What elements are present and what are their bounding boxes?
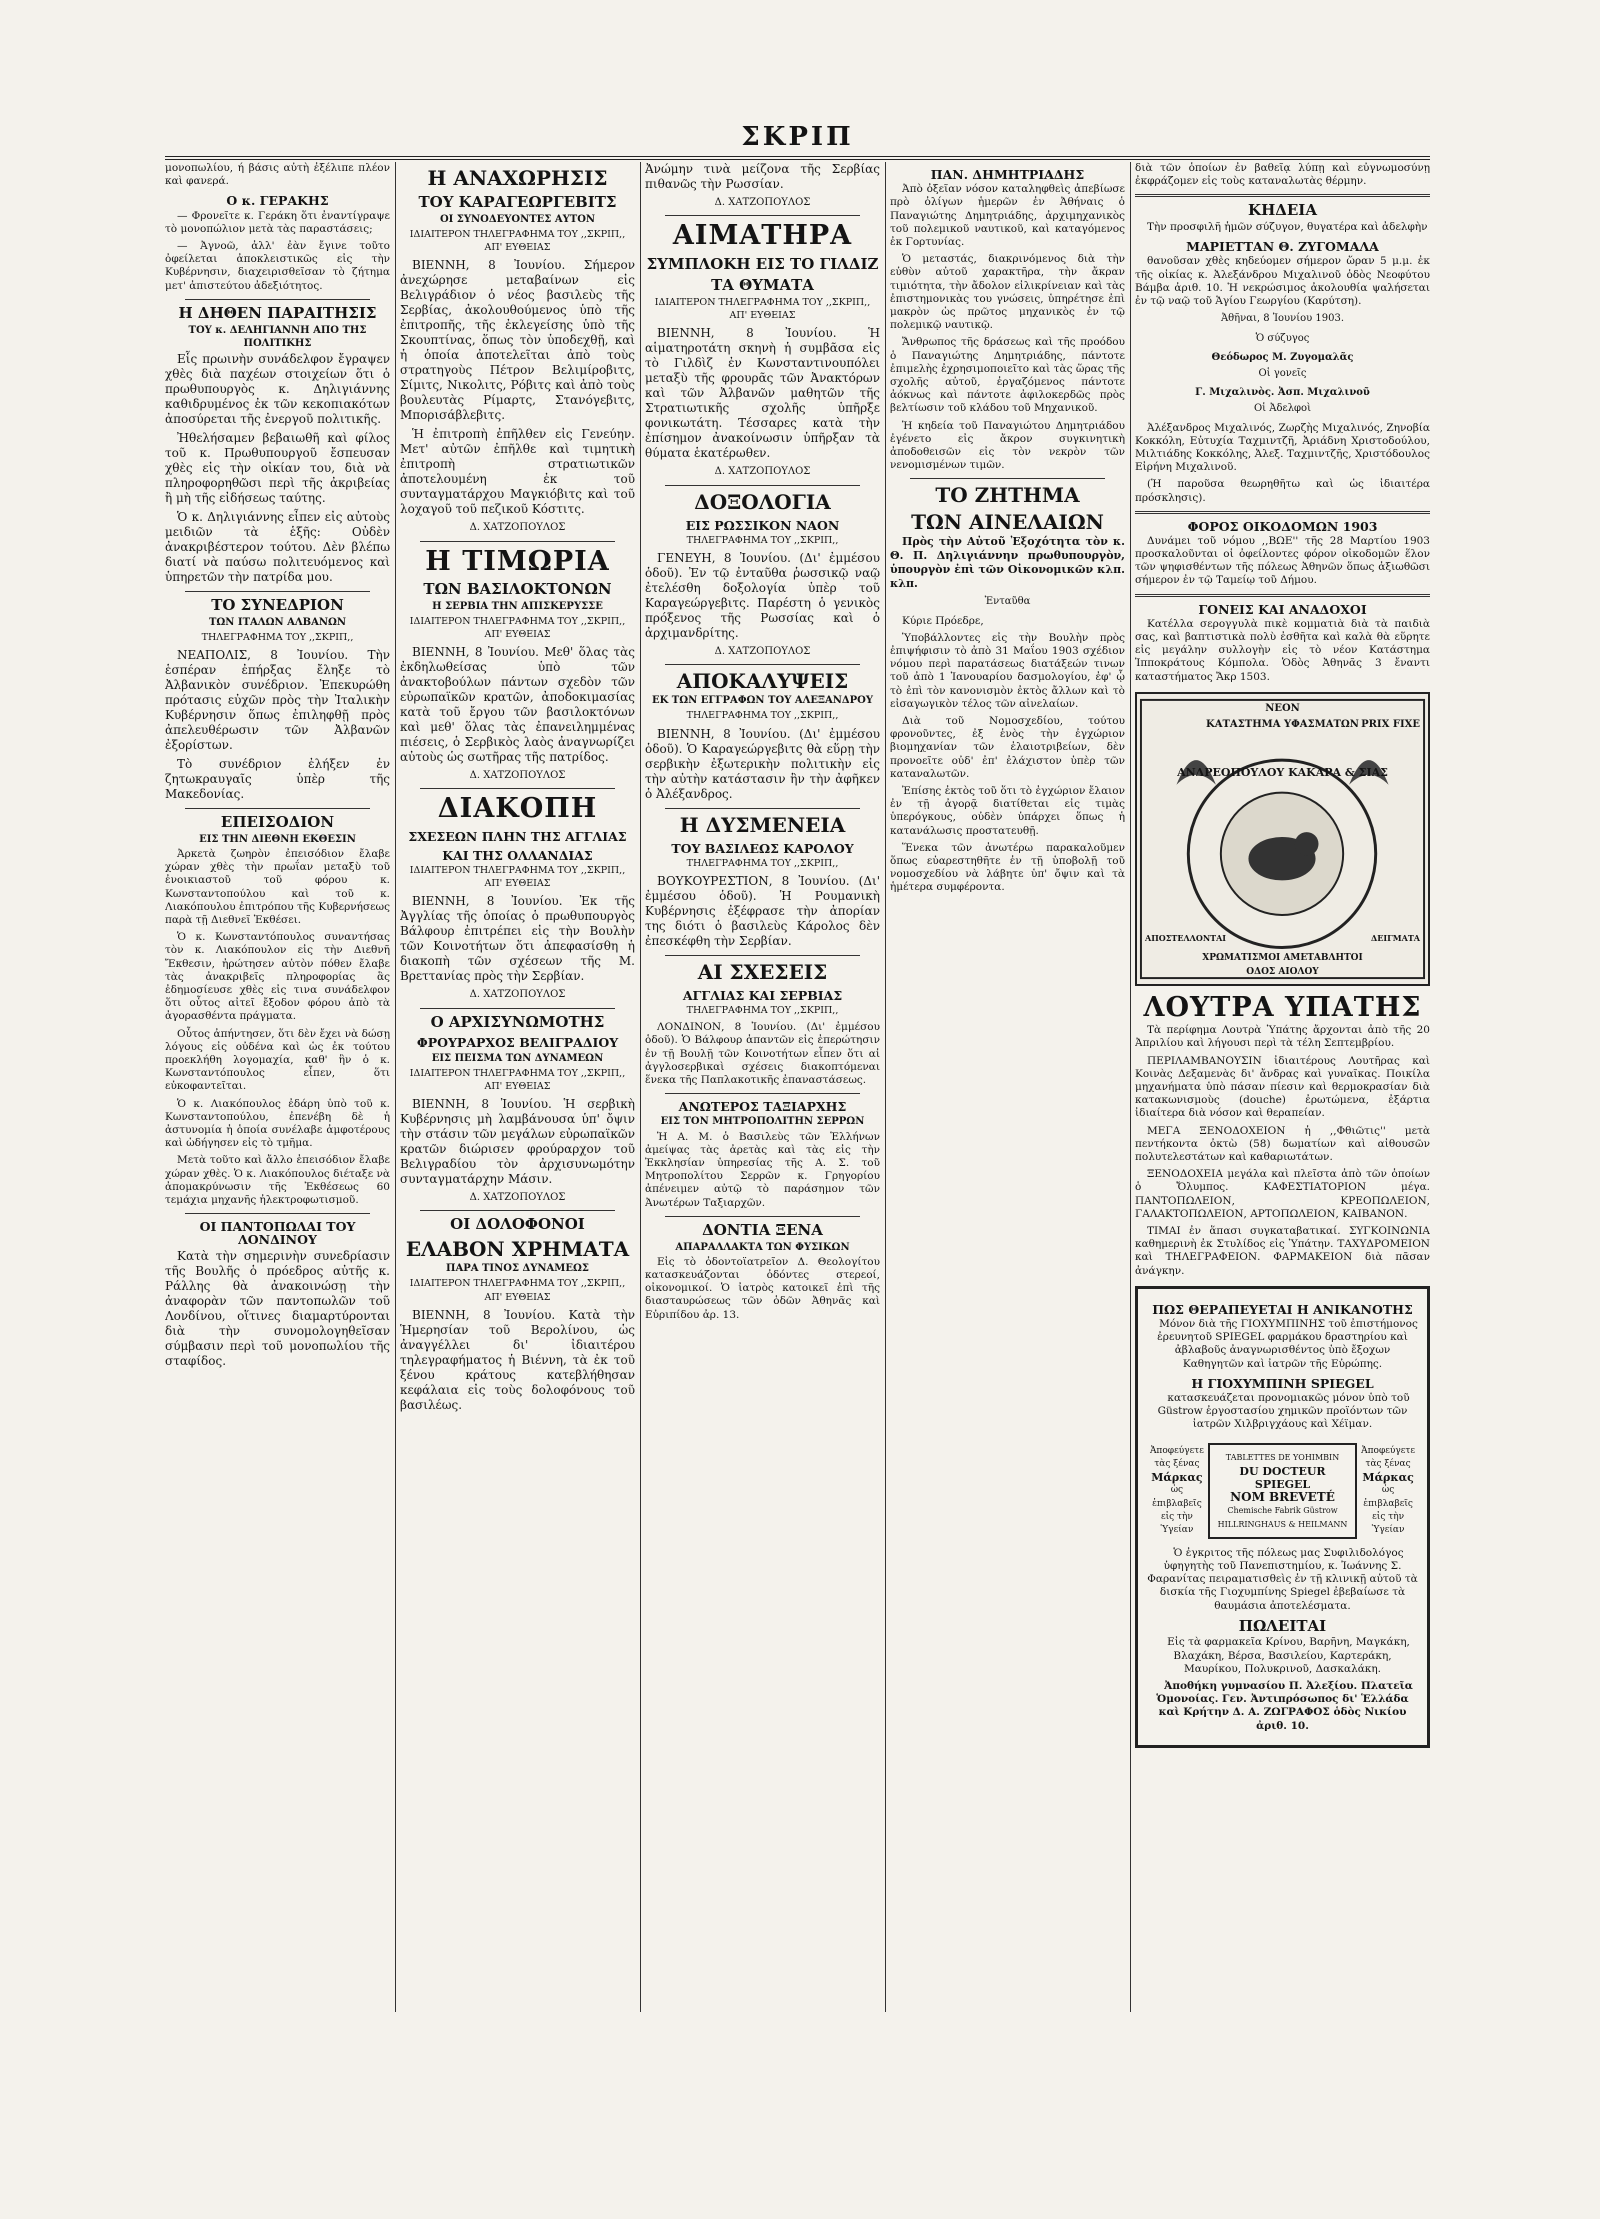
article-text: Οὗτος ἀπήντησεν, ὅτι δὲν ἔχει νὰ δώσῃ λόγους εἰς οὐδένα καὶ ὡς ἐκ τούτου προεκλήθη λογομαχία, καθ' ἣν ὁ κ. Κωνσταντόπουλος εἶπεν, ὅτι εὐκοφαντεῖται.	[165, 1027, 390, 1093]
column-1	[165, 162, 390, 2012]
divider	[420, 1008, 615, 1009]
column-rule	[1130, 162, 1131, 2012]
subheadline: ΕΙΣ ΤΟΝ ΜΗΤΡΟΠΟΛΙΤΗΝ ΣΕΡΡΩΝ	[660, 1116, 865, 1128]
divider	[185, 591, 370, 592]
ad-arc-label: ΚΑΤΑΣΤΗΜΑ ΥΦΑΣΜΑΤΩΝ	[1206, 718, 1359, 730]
article-text: Ἡ ἐπιτροπὴ ἐπῆλθεν εἰς Γενεύην. Μετ' αὐτῶν ἐπῆλθε καὶ τιμητικὴ ἐπιτροπὴ στρατιωτικῶν ἀποτελουμένη ἐκ τοῦ συνταγματάρχου Μαγκιόβιτς καὶ τοῦ λοχαγοῦ τοῦ πεζικοῦ Κόστιτς.	[400, 427, 635, 517]
siblings-label: Οἱ Ἀδελφοὶ	[1253, 403, 1311, 415]
divider	[665, 1216, 860, 1217]
article-text: Διὰ τοῦ Νομοσχεδίου, τούτου φρονοῦντες, ἐξ ἑνὸς τὴν ἐγχώριον βιομηχανίαν τῶν ἐλαιοτριβείων, δὲν προνοεῖτε οὐδ' ἐπ' ἐλάχιστον ὑπὲρ τῶν καταναλωτῶν.	[890, 715, 1125, 780]
article-text: Τὸ συνέδριον ἐλήξεν ἐν ζητωκραυγαῖς ὑπὲρ τῆς Μακεδονίας.	[165, 757, 390, 802]
divider	[665, 955, 860, 956]
article-text: ΒΙΕΝΝΗ, 8 Ἰουνίου. Ἐκ τῆς Ἀγγλίας τῆς ὁποίας ὁ πρωθυπουργὸς Βάλφουρ ἐπιτρέπει εἰς τὴν Βουλὴν τῶν Κοινοτήτων ὅτι ἀπεφασίσθη ἡ διακοπὴ τῶν σχέσεων τῆς Μ. Βρεττανίας πρὸς τὴν Σερβίαν.	[400, 894, 635, 984]
headline-karageorgevits: ΤΟΥ ΚΑΡΑΓΕΩΡΓΕΒΙΤΣ	[418, 193, 617, 211]
headline-diakopi: ΔΙΑΚΟΠΗ	[437, 793, 598, 825]
article-text: Πρὸς τὴν Αὐτοῦ Ἐξοχότητα τὸν κ. Θ. Π. Δηλιγιάννην πρωθυπουργὸν, ὑπουργὸν ἐπὶ τῶν Οἰκονομικῶν κλπ. κλπ.	[890, 535, 1125, 591]
column-4	[890, 162, 1125, 2012]
subheadline: ΚΑΙ ΤΗΣ ΟΛΛΑΝΔΙΑΣ	[442, 847, 593, 863]
article-text: Ὑποβάλλοντες εἰς τὴν Βουλὴν πρὸς ἐπιψήφισιν τὸ ἀπὸ 31 Μαΐου 1903 σχέδιον νόμου περὶ παρατάσεως διατάξεών τινων τοῦ ἀπὸ 1 Ἰανουαρίου δασμολογίου, ἐφ' ᾧ τὸ ἐπὶ τὸν κανονισμὸν ἐκτὸς ἄλλων καὶ τὸ εἰσαγωγικὸν τέλος τῶν αἰνελαίων.	[890, 631, 1125, 710]
headline-dysmeneia: Η ΔΥΣΜΕΝΕΙΑ	[679, 812, 846, 837]
ad-top-label: ΝΕΟΝ	[1265, 702, 1300, 714]
ad-right-label: ΔΕΙΓΜΑΤΑ	[1371, 932, 1420, 943]
article-text: Ἀπὸ ὀξεῖαν νόσον καταληφθεὶς ἀπεβίωσε πρὸ ὀλίγων ἡμερῶν ἐν Ἀθήναις ὁ Παναγιώτης Δημητριάδης, ἀρχιμηχανικὸς τοῦ πολεμικοῦ ναυτικοῦ, καὶ καταγόμενος ἐκ Γορτυνίας.	[890, 183, 1125, 248]
article-text: ΠΕΡΙΛΑΜΒΑΝΟΥΣΙΝ ἰδιαιτέρους Λουτῆρας καὶ Κοινὰς Δεξαμενὰς δι' ἄνδρας καὶ γυναῖκας. Ποικίλα μηχανήματα ὑπὸ πάσαν πίεσιν καὶ θερμοκρασίαν διὰ κατακωνισμοὺς (douche) ἐρωτώμενα, ἐξάρτια ἰδιαίτερα διὰ νόσον καὶ θεραπείαν.	[1135, 1054, 1430, 1120]
telegram-label: ΤΗΛΕΓΡΑΦΗΜΑ ΤΟΥ ,,ΣΚΡΙΠ,,	[686, 857, 839, 869]
ad-street-label: ΟΔΟΣ ΑΙΟΛΟΥ	[1246, 966, 1319, 977]
salutation: Κύριε Πρόεδρε,	[902, 614, 984, 627]
article-text: ΛΟΝΔΙΝΟΝ, 8 Ἰουνίου. (Δι' ἐμμέσου ὁδοῦ). Ὁ Βάλφουρ ἀπαντῶν εἰς ἐπερώτησιν ἐν τῇ Βουλῇ τῶν Κοινοτήτων εἶπεν ὅτι αἱ ἀγγλοσερβικαὶ σχέσεις διακοπτόμεναι ἕνεκα τῆς Παπλακοτικῆς ἐπαναστάσεως.	[645, 1021, 880, 1087]
article-text: κατασκευάζεται προνομιακῶς μόνον ὑπὸ τοῦ Güstrow ἐργοστασίου χημικῶν προϊόντων τῶν ἰατρῶν Χιλβριγχάους καὶ Χέϊμαν.	[1157, 1391, 1410, 1431]
masthead-title: ΣΚΡΙΠ	[741, 122, 854, 152]
advertisement-yohimbin	[1135, 1286, 1430, 1748]
article-text: — Ἀγνοῶ, ἀλλ' ἐὰν ἔγινε τοῦτο ὀφείλεται ἀποκλειστικῶς εἰς τὴν Κυβέρνησιν, διαχειρισθεῖσαν τὸ ζήτημα μετ' ἀπιστεύτου ἀδεξιότητος.	[165, 239, 390, 292]
warning-line: ὡς ἐπιβλαβεῖς	[1363, 1485, 1413, 1509]
signature: Δ. ΧΑΤΖΟΠΟΥΛΟΣ	[714, 197, 811, 208]
plate-line: Chemische Fabrik Güstrow	[1227, 1506, 1338, 1516]
signature: Δ. ΧΑΤΖΟΠΟΥΛΟΣ	[469, 522, 566, 534]
article-text: Ἀνώμην τινὰ μείζονα τῆς Σερβίας πιθανῶς τὴν Ρωσσίαν.	[645, 162, 880, 191]
warning-line: Ἀποφεύγετε	[1149, 1445, 1204, 1456]
article-text: ΒΙΕΝΝΗ, 8 Ἰουνίου. Μεθ' ὅλας τὰς ἐκδηλωθείσας ὑπὸ τῶν ἀνακτοβούλων πάντων σχεδὸν τῶν εὐρωπαϊκῶν κρατῶν, ἀποδοκιμασίας κατὰ τοῦ ἔργου τῶν βασιλοκτόνων καὶ μεθ' ὅλας τὰς ἐπανειλημμένας πιέσεις, ὁ Σερβικὸς λαὸς ἀναγνωρίζει αὐτοὺς ὡς σωτῆρας τῆς πατρίδος.	[400, 645, 635, 765]
column-3	[645, 162, 880, 2012]
divider	[665, 664, 860, 665]
article-text: μονοπωλίου, ή βάσις αὐτὴ ἐξέλιπε πλέον καὶ φανερά.	[165, 162, 390, 188]
column-rule	[395, 162, 396, 2012]
divider	[665, 215, 860, 216]
divider	[910, 478, 1105, 479]
subheadline: ΑΓΓΛΙΑΣ ΚΑΙ ΣΕΡΒΙΑΣ	[682, 987, 843, 1003]
divider	[1135, 511, 1430, 514]
parents-names: Γ. Μιχαλινὸς. Ἀσπ. Μιχαλινοῦ	[1195, 387, 1370, 399]
article-text: Δυνάμει τοῦ νόμου ,,ΒΩΕ'' τῆς 28 Μαρτίου 1903 προσκαλοῦνται οἱ ὀφείλοντες φόρον οἰκοδομῶν ἕλον τῶν ψηφισθέντων τῆς πόλεως Ἀθηνῶν ὅπως ἀξιωθῶσι σήμερον ἐν τῷ Ταμείῳ τοῦ Δήμου.	[1135, 534, 1430, 587]
article-text: Ὁ κ. Κωνσταντόπουλος συναντήσας τὸν κ. Λιακόπουλον εἰς τὴν Διεθνῆ Ἔκθεσιν, ἠρώτησεν αὐτὸν πόθεν ἔλαβε τὰς ἀνακριβεῖς πληροφορίας ἃς ἐδημοσίευσε χθὲς εἰς τινα συνάδελφον ὅτι οὗτος αἰτεῖ ἔξοδον φόρου ἀπὸ τὰ ἀγορασθέντα πράγματα.	[165, 931, 390, 1023]
headline-doxologia: ΔΟΞΟΛΟΓΙΑ	[694, 489, 831, 514]
ad-prix-label: PRIX FIXE	[1361, 718, 1420, 730]
divider	[665, 485, 860, 486]
subheadline: ΤΟΥ ΒΑΣΙΛΕΩΣ ΚΑΡΟΛΟΥ	[671, 840, 854, 856]
headline-paraitisis: Η ΔΗΘΕΝ ΠΑΡΑΙΤΗΣΙΣ	[178, 303, 377, 322]
divider	[420, 1210, 615, 1211]
warning-line: Μάρκας	[1362, 1471, 1414, 1485]
article-text: θανοῦσαν χθὲς κηδεύομεν σήμερον ὥραν 5 μ.μ. ἐκ τῆς οἰκίας κ. Ἀλεξάνδρου Μιχαλινοῦ ὁδὸς Νεοφύτου Βάμβα ἀριθ. 10. Ἡ νεκρώσιμος ἀκολουθία ψαλήσεται ἐν τῷ ναῷ τοῦ Ἁγίου Γεωργίου (Καρύτση).	[1135, 255, 1430, 308]
column-rule	[640, 162, 641, 2012]
article-text: Ἡ κηδεία τοῦ Παναγιώτου Δημητριάδου ἐγένετο εἰς ἄκρον συγκινητικὴ ἀποδοθεισῶν εἰς τὸν νεκρὸν τῶν νενομισμένων τιμῶν.	[890, 419, 1125, 472]
article-text: ΒΙΕΝΝΗ, 8 Ἰουνίου. Ἡ σερβικὴ Κυβέρνησις μὴ λαμβάνουσα ὑπ' ὄψιν τὴν στάσιν τῶν μεγάλων εὐρωπαϊκῶν κρατῶν διώρισεν φρούραρχον τοῦ Βελιγραδίου τὸν ἀρχισυνωμότην συνταγματάρχην Μάσιν.	[400, 1097, 635, 1187]
article-text: ΒΙΕΝΝΗ, 8 Ἰουνίου. (Δι' ἐμμέσου ὁδοῦ). Ὁ Καραγεώργεβιτς θὰ εὕρῃ τὴν σερβικὴν ἐξωτερικὴν πολιτικὴν εἰς τὴν αὐτὴν κατάστασιν ἣν τὴν ἀφῆκεν ὁ Ἀλέξανδρος.	[645, 726, 880, 801]
date-line: Ἀθῆναι, 8 Ἰουνίου 1903.	[1220, 313, 1345, 325]
subheadline: ΣΧΕΣΕΩΝ ΠΛΗΝ ΤΗΣ ΑΓΓΛΙΑΣ	[408, 828, 627, 844]
article-text: Μετὰ τοῦτο καὶ ἄλλο ἐπεισόδιον ἔλαβε χώραν χθὲς. Ὁ κ. Λιακόπουλος διέταξε νὰ ἀπομακρύνωσιν τῆς Ἐκθέσεως 60 τεμάχια μηχανῆς ἠλεκτροφωτισμοῦ.	[165, 1154, 390, 1207]
siblings-names: Ἀλέξανδρος Μιχαλινός, Ζωρζὴς Μιχαλινός, Ζηνοβία Κοκκόλη, Εὐτυχία Ταχμιντζῆ, Ἀριάδνη Χριστοδούλου, Μιλτιάδης Κοκκόλης, Ἀλεξ. Ταχμιντζῆς, Χριστόδουλος Εἰρήνη Μιχαλινοῦ.	[1135, 421, 1430, 474]
article-text: ΒΙΕΝΝΗ, 8 Ἰουνίου. Κατὰ τὴν Ἡμερησίαν τοῦ Βερολίνου, ὡς ἀναγγέλλει δι' ἰδιαιτέρου τηλεγραφήματος ἡ Βιέννη, τὰ ἐκ τοῦ ξένου κράτους κατεβλήθησαν κεφάλαια εἰς τοὺς δολοφόνους τοῦ βασιλέως.	[400, 1307, 635, 1412]
note: (Ἡ παροῦσα θεωρηθῆτω καὶ ὡς ἰδιαιτέρα πρόσκλησις).	[1135, 478, 1430, 504]
headline-apokalypseis: ΑΠΟΚΑΛΥΨΕΙΣ	[676, 669, 849, 694]
article-text: ΒΙΕΝΝΗ, 8 Ἰουνίου. Ἡ αἱματηροτάτη σκηνὴ ἡ συμβᾶσα εἰς τὸ Γιλδὶζ ἐν Κωνσταντινουπόλει μεταξὺ τῆς φρουρᾶς τῶν Ἀνακτόρων καὶ τῶν Ἀλβανῶν μαθητῶν τῆς Στρατιωτικῆς σχολῆς ὑπῆρξε φονικωτάτη. Τέσσαρες κατὰ τὴν ἐπίσημον ἀνακοίνωσιν ὑπῆρξαν τὰ θύματα ἑκατέρωθεν.	[645, 326, 880, 461]
article-text: ΤΙΜΑΙ ἐν ἅπασι συγκαταβατικαί. ΣΥΓΚΟΙΝΩΝΙΑ καθημερινὴ ἐκ Στυλίδος εἰς Ὑπάτην. ΤΑΧΥΔΡΟΜΕΙΟΝ καὶ ΤΗΛΕΓΡΑΦΕΙΟΝ. ΦΑΡΜΑΚΕΙΟΝ διὰ πᾶσαν ἀνάγκην.	[1135, 1225, 1430, 1277]
subheadline: ΕΙΣ ΡΩΣΣΙΚΟΝ ΝΑΟΝ	[685, 517, 840, 533]
subheadline: ΕΙΣ ΤΗΝ ΔΙΕΘΝΗ ΕΚΘΕΣΙΝ	[199, 833, 356, 845]
subheadline: ΤΑ ΘΥΜΑΤΑ	[711, 276, 814, 295]
headline-zitima: ΤΟ ΖΗΤΗΜΑ	[935, 483, 1080, 508]
subheadline: ΟΙ ΣΥΝΟΔΕΥΟΝΤΕΣ ΑΥΤΟΝ	[439, 213, 596, 225]
subheadline: Η ΓΙΟΧΥΜΠΙΝΗ SPIEGEL	[1191, 1375, 1374, 1391]
subheadline: ΕΙΣ ΠΕΙΣΜΑ ΤΩΝ ΔΥΝΑΜΕΩΝ	[431, 1052, 604, 1064]
article-text: ΝΕΑΠΟΛΙΣ, 8 Ἰουνίου. Τὴν ἑσπέραν ἐπήρξας ἔληξε τὸ Ἀλβανικὸν συνέδριον. Ἐπεκυρώθη πρότασις εὐχῶν πρὸς τὴν Ἰταλικὴν Κυβέρνησιν ὅπως ἐπιληφθῇ πρὸς ἀπελευθέρωσιν τῶν Ἀλβανῶν ἐξορίστων.	[165, 648, 390, 753]
divider	[1135, 594, 1430, 597]
headline-epeisodion: ΕΠΕΙΣΟΔΙΟΝ	[220, 813, 335, 832]
article-text: Ἕνεκα τῶν ἀνωτέρω παρακαλοῦμεν ὅπως εὐαρεστηθῆτε ἐν τῇ ὑποβολῇ τοῦ νομοσχεδίου νὰ λάβητε ὑπ' ὄψιν καὶ τὰ ἡμέτερα συμφέροντα.	[890, 841, 1125, 894]
article-text: Ἄνθρωπος τῆς δράσεως καὶ τῆς προόδου ὁ Παναγιώτης Δημητριάδης, πάντοτε ἐπιμελὴς ἐχρησιμοποιεῖτο καὶ τὰς ὥρας τῆς σχολῆς αὐτοῦ, ἐργαζόμενος πάντοτε ἀόκνως καὶ πάντοτε ἀφιλοκερδῶς πρὸς βελτίωσιν τοῦ κλάδου τοῦ Μηχανικοῦ.	[890, 336, 1125, 415]
telegram-label: ΙΔΙΑΙΤΕΡΟΝ ΤΗΛΕΓΡΑΦΗΜΑ ΤΟΥ ,,ΣΚΡΙΠ,, ΑΠ' ΕΥΘΕΙΑΣ	[409, 228, 626, 254]
divider	[1135, 194, 1430, 197]
city-label: Ἐνταῦθα	[984, 596, 1031, 608]
product-label	[1208, 1443, 1357, 1538]
product-row	[1146, 1435, 1419, 1546]
warning-line: τὰς ξένας	[1154, 1459, 1200, 1470]
divider	[665, 808, 860, 809]
divider	[665, 1093, 860, 1094]
subheadline: ΠΑΡΑ ΤΙΝΟΣ ΔΥΝΑΜΕΩΣ	[446, 1263, 589, 1275]
subheadline: ΕΛΑΒΟΝ ΧΡΗΜΑΤΑ	[405, 1237, 630, 1262]
telegram-label: ΙΔΙΑΙΤΕΡΟΝ ΤΗΛΕΓΡΑΦΗΜΑ ΤΟΥ ,,ΣΚΡΙΠ,, ΑΠ' ΕΥΘΕΙΑΣ	[409, 615, 626, 641]
headline-synedrion: ΤΟ ΣΥΝΕΔΡΙΟΝ	[211, 595, 344, 614]
headline-pantopolai: ΟΙ ΠΑΝΤΟΠΩΛΑΙ ΤΟΥ ΛΟΝΔΙΝΟΥ	[199, 1219, 356, 1248]
plate-line: DU DOCTEUR SPIEGEL	[1239, 1464, 1326, 1491]
column-2	[400, 162, 635, 2012]
spouse-label: Ὁ σύζυγος	[1255, 332, 1310, 344]
divider	[420, 788, 615, 789]
headline-vasiloktonon: ΤΩΝ ΒΑΣΙΛΟΚΤΟΝΩΝ	[423, 579, 612, 598]
article-text: ΜΕΓΑ ΞΕΝΟΔΟΧΕΙΟΝ ἡ ,,Φθιῶτις'' μετὰ πεντήκοντα ὀκτὼ (58) δωματίων καὶ αἰθουσῶν πολυτελεστάτων καὶ καθαριωτάτων.	[1135, 1124, 1430, 1163]
headline-kideia: ΚΗΔΕΙΑ	[1248, 201, 1317, 220]
article-text: Μόνον διὰ τῆς ΓΙΟΧΥΜΠΙΝΗΣ τοῦ ἐπιστήμονος ἐρευνητοῦ SPIEGEL φαρμάκου δραστηρίου καὶ ἀβλαβοῦς ἀναγνωρισθέντος ὑπὸ ἔξοχων Καθηγητῶν καὶ ἰατρῶν τῆς Εὐρώπης.	[1157, 1317, 1418, 1370]
deceased-name: ΜΑΡΙΕΤΤΑΝ Θ. ΖΥΓΟΜΑΛΑ	[1186, 239, 1379, 255]
subheadline: ΣΥΜΠΛΟΚΗ ΕΙΣ ΤΟ ΓΙΛΔΙΖ	[646, 254, 879, 273]
article-text: Εἰς τὸ ὀδοντοϊατρεῖον Δ. Θεολογίτου κατασκευάζονται ὀδόντες στερεοί, οἰκονομικοί. Ὁ ἰατρὸς κατοικεῖ ἐπὶ τῆς διασταυρώσεως τῶν ὁδῶν Ἀθηνᾶς καὶ Εὐριπίδου ἀρ. 13.	[645, 1255, 880, 1321]
headline-anikanotis: ΠΩΣ ΘΕΡΑΠΕΥΕΤΑΙ Η ΑΝΙΚΑΝΟΤΗΣ	[1152, 1301, 1413, 1317]
divider	[185, 299, 370, 300]
article-text: Ὁ κ. Δηλιγιάννης εἶπεν εἰς αὐτοὺς μειδιῶν τὰ ἑξῆς: Οὐδὲν ἀνακριβέστερον τούτου. Δὲν βλέπω διατί νὰ παύσω πολιτευόμενος καὶ ὑπηρετῶν τὴν πατρίδα μου.	[165, 509, 390, 584]
masthead	[165, 122, 1430, 160]
column-rule	[885, 162, 886, 2012]
divider	[420, 541, 615, 542]
signature: Δ. ΧΑΤΖΟΠΟΥΛΟΣ	[714, 645, 811, 657]
telegram-label: ΤΗΛΕΓΡΑΦΗΜΑ ΤΟΥ ,,ΣΚΡΙΠ,,	[201, 631, 354, 643]
article-text: Εἰς τὰ φαρμακεῖα Κρίνου, Βαρῆνη, Μαγκάκη, Βλαχάκη, Βέρσα, Βασιλείου, Καρτεράκη, Μαυρίκου, Πολυκρινοῦ, Δασκαλάκη.	[1167, 1636, 1410, 1675]
telegram-label: ΤΗΛΕΓΡΑΦΗΜΑ ΤΟΥ ,,ΣΚΡΙΠ,,	[686, 710, 839, 722]
article-text: Εἷς πρωινὴν συνάδελφον ἔγραψεν χθὲς διὰ παχέων στοιχείων ὅτι ὁ πρωθυπουργὸς κ. Δηλιγιάννης καθιδρυμένος ἐκ τῶν κεκοπιακότων ἀποσύρεται τῆς ἐνεργοῦ πολιτικῆς.	[165, 351, 390, 426]
headline-dimitriadis: ΠΑΝ. ΔΗΜΗΤΡΙΑΔΗΣ	[930, 167, 1085, 182]
telegram-label: ΤΗΛΕΓΡΑΦΗΜΑ ΤΟΥ ,,ΣΚΡΙΠ,,	[686, 534, 839, 546]
warning-left	[1146, 1445, 1208, 1537]
column-5	[1135, 162, 1430, 2012]
headline-tasiarchis: ΑΝΩΤΕΡΟΣ ΤΑΞΙΑΡΧΗΣ	[678, 1099, 847, 1115]
signature: Δ. ΧΑΤΖΟΠΟΥΛΟΣ	[469, 1192, 566, 1204]
article-text: ΒΙΕΝΝΗ, 8 Ἰουνίου. Σήμερον ἀνεχώρησε μεταβαίνων εἰς Βελιγράδιον ὁ νέος βασιλεὺς τῆς Σερβίας, ἀκολουθούμενος ὑπὸ τῆς ἐπιτροπῆς, τῆς ἐκλεγείσης ὑπὸ τῆς Σκουπτίνας, ὅπως τὸν ὑποδεχθῇ, καὶ ἡ ὁποία ἀποτελεῖται ἀπὸ τοὺς στρατηγοὺς Πέτρον Βελιμίροβιτς, Σίμιτς, Νικολιτς, Ρόβιτς καὶ ἀπὸ τοὺς βουλευτὰς Ρίμαρτς, Στανόγεβιτς, Μπορισάβλεβιτς.	[400, 258, 635, 423]
warning-line: εἰς τὴν	[1160, 1511, 1193, 1522]
warning-right	[1357, 1445, 1419, 1537]
article-text: Ἠθελήσαμεν βεβαιωθῆ καὶ φίλος τοῦ κ. Πρωθυπουργοῦ ἔσπευσαν χθὲς εἰς τὴν οἰκίαν του, διὰ νὰ πληροφορηθῶσι περὶ τῆς ἀκριβείας ἢ μὴ τῆς εἰδήσεως ταύτης.	[165, 430, 390, 505]
article-text: Κατέλλα σερογγυλὰ πικὲ κομματιὰ διὰ τὰ παιδιὰ σας, καὶ βαπτιστικὰ πολὺ ἐσθῆτα καὶ καλὰ θὰ εὕρητε εἰς μεγάλην συλλογὴν εἰς τὸ νέον Κατάστημα Ἱπποκράτους Κόμπολα. Ὁδὸς Ἀθηνᾶς 3 ἔναντι καταστήματος Ἄκρ 1503.	[1135, 617, 1430, 683]
headline-goneis: ΓΟΝΕΙΣ ΚΑΙ ΑΝΑΔΟΧΟΙ	[1198, 601, 1367, 617]
article-text: Ἡ Α. Μ. ὁ Βασιλεὺς τῶν Ἑλλήνων ἀμείψας τὰς ἀρετὰς καὶ τὰς εἰς τὴν Ἐκκλησίαν ὑπηρεσίας τῆς Α. Σ. τοῦ Μητροπολίτου Σερρῶν κ. Γρηγορίου ἀπένειμεν αὐτῷ τὸ παράσημον τῶν Ἀνωτέρων Ταξιαρχῶν.	[645, 1130, 880, 1209]
plate-line: TABLETTES DE YOHIMBIN	[1225, 1453, 1340, 1463]
warning-line: Ὑγείαν	[1160, 1525, 1194, 1536]
article-text: Ἀποθήκη γυμνασίου Π. Ἀλεξίου. Πλατεῖα Ὁμονοίας. Γεν. Ἀντιπρόσωπος δι' Ἑλλάδα καὶ Κρήτην Δ. Α. ΖΩΓΡΑΦΟΣ ὁδὸς Νικίου ἀριθ. 10.	[1156, 1680, 1413, 1732]
article-text: Ἀρκετὰ ζωηρὸν ἐπεισόδιον ἔλαβε χώραν χθὲς τὴν πρωΐαν μεταξὺ τοῦ ἐνοικιαστοῦ τοῦ φόρου κ. Κωνσταντοπούλου καὶ τοῦ κ. Λιακόπουλου ἐπιτρόπου τῆς Κυβερνήσεως παρὰ τῇ Διεθνεῖ Ἐκθέσει.	[165, 848, 390, 927]
ad-bottom-label: ΧΡΩΜΑΤΙΣΜΟΙ ΑΜΕΤΑΒΛΗΤΟΙ	[1202, 952, 1363, 963]
subheadline: ΕΚ ΤΩΝ ΕΓΓΡΑΦΩΝ ΤΟΥ ΑΛΕΞΑΝΔΡΟΥ	[651, 695, 874, 707]
headline-anachorisis: Η ΑΝΑΧΩΡΗΣΙΣ	[427, 166, 608, 190]
headline-dolofonoi: ΟΙ ΔΟΛΟΦΟΝΟΙ	[450, 1215, 585, 1234]
subheadline: ΤΟΥ κ. ΔΕΛΗΓΙΑΝΝΗ ΑΠΟ ΤΗΣ ΠΟΛΙΤΙΚΗΣ	[188, 324, 367, 349]
article-text: ΞΕΝΟΔΟΧΕΙΑ μεγάλα καὶ πλεῖστα ἀπὸ τῶν ὁποίων ὁ Ὄλυμπος. ΚΑΦΕΣΤΙΑΤΟΡΙΟΝ μέγα. ΠΑΝΤΟΠΩΛΕΙΟΝ, ΚΡΕΟΠΩΛΕΙΟΝ, ΓΑΛΑΚΤΟΠΩΛΕΙΟΝ, ΑΡΤΟΠΩΛΕΙΟΝ, ΚΑΙΒΑΝΟΝ.	[1135, 1168, 1430, 1220]
article-text: Τὴν προσφιλῆ ἡμῶν σύζυγον, θυγατέρα καὶ ἀδελφὴν	[1147, 221, 1428, 234]
divider	[185, 808, 370, 809]
warning-line: Μάρκας	[1151, 1471, 1203, 1485]
article-text: Ἐπίσης ἐκτὸς τοῦ ὅτι τὸ ἐγχώριον ἔλαιον ἐν τῇ ἀγορᾷ διατίθεται εἰς τιμὰς ὑπερόγκους, οὐδὲν ὑπάρχει ὅπως ἡ κατανάλωσις προστατευθῇ.	[890, 785, 1125, 837]
headline-archisynomotis: Ο ΑΡΧΙΣΥΝΩΜΟΤΗΣ	[430, 1012, 605, 1031]
signature: Δ. ΧΑΤΖΟΠΟΥΛΟΣ	[469, 770, 566, 782]
article-text: Ὁ μεταστάς, διακρινόμενος διὰ τὴν εὐθὺν αὐτοῦ χαρακτῆρα, τὴν ἄκραν τιμιότητα, τὴν ἄδολον εἰλικρίνειαν καὶ τὰς ἐπιστημονικὰς του γνώσεις, ὑπηρέτησε ἐπὶ μακρὸν ὡς πρῶτος μηχανικὸς ἐν τῷ πολεμικῷ ναυτικῷ.	[890, 253, 1125, 332]
headline-timoria: Η ΤΙΜΩΡΙΑ	[425, 545, 610, 577]
warning-line: τὰς ξένας	[1365, 1459, 1411, 1470]
headline-gerakis: Ο κ. ΓΕΡΑΚΗΣ	[226, 193, 329, 209]
article-text: ΓΕΝΕΥΗ, 8 Ἰουνίου. (Δι' ἐμμέσου ὁδοῦ). Ἐν τῷ ἐνταῦθα ῥωσσικῷ ναῷ ἐτελέσθη δοξολογία ὑπὲρ τοῦ Καραγεώργεβιτς. Παρέστη ὁ γενικὸς πρόξενος τῆς Ρωσσίας καὶ ὁ ἀρχιμανδρίτης.	[645, 550, 880, 640]
plate-line: NOM BREVETÉ	[1230, 1490, 1335, 1505]
warning-line: ὡς ἐπιβλαβεῖς	[1152, 1485, 1202, 1509]
article-text: Κατὰ τὴν σημερινὴν συνεδρίασιν τῆς Βουλῆς ὁ πρόεδρος αὐτῆς κ. Ράλλης θὰ ἀνακοινώσῃ τὴν ἀναφορὰν τῶν παντοπωλῶν τοῦ Λονδίνου, οἵτινες διαμαρτύρονται διὰ τὴν συνομολογηθεῖσαν σύμβασιν περὶ τοῦ μονοπωλίου τῆς σταφίδος.	[165, 1248, 390, 1368]
telegram-label: ΙΔΙΑΙΤΕΡΟΝ ΤΗΛΕΓΡΑΦΗΜΑ ΤΟΥ ,,ΣΚΡΙΠ,, ΑΠ' ΕΥΘΕΙΑΣ	[654, 297, 871, 322]
ad-store-name: ΑΝΔΡΕΟΠΟΥΛΟΥ ΚΑΚΑΡΑ & ΣΙΑΣ	[1177, 765, 1388, 779]
parents-label: Οἱ γονεῖς	[1258, 367, 1307, 379]
article-text: Τὰ περίφημα Λουτρὰ Ὑπάτης ἄρχονται ἀπὸ τῆς 20 Ἀπριλίου καὶ λήγουσι περὶ τὰ τέλη Σεπτεμβρίου.	[1135, 1024, 1430, 1050]
article-text: — Φρονεῖτε κ. Γεράκη ὅτι ἐναντίγραψε τὸ μονοπώλιον μετὰ τὰς παραστάσεις;	[165, 209, 390, 235]
subheadline: Η ΣΕΡΒΙΑ ΤΗΝ ΑΠΙΣΚΕΡΥΣΣΕ	[432, 600, 603, 612]
telegram-label: ΙΔΙΑΙΤΕΡΟΝ ΤΗΛΕΓΡΑΦΗΜΑ ΤΟΥ ,,ΣΚΡΙΠ,, ΑΠ' ΕΥΘΕΙΑΣ	[409, 1067, 626, 1092]
subheadline: ΦΡΟΥΡΑΡΧΟΣ ΒΕΛΙΓΡΑΔΙΟΥ	[416, 1035, 619, 1051]
spouse-name: Θεόδωρος Μ. Ζυγομαλᾶς	[1211, 351, 1354, 363]
telegram-label: ΙΔΙΑΙΤΕΡΟΝ ΤΗΛΕΓΡΑΦΗΜΑ ΤΟΥ ,,ΣΚΡΙΠ,, ΑΠ' ΕΥΘΕΙΑΣ	[409, 1278, 626, 1303]
advertisement-fabric-store	[1135, 692, 1430, 986]
telegram-label: ΤΗΛΕΓΡΑΦΗΜΑ ΤΟΥ ,,ΣΚΡΙΠ,,	[686, 1005, 839, 1017]
subheadline: ΑΠΑΡΑΛΛΑΚΤΑ ΤΩΝ ΦΥΣΙΚΩΝ	[675, 1241, 850, 1253]
divider	[185, 1213, 370, 1214]
headline-scheseis: ΑΙ ΣΧΕΣΕΙΣ	[697, 959, 828, 984]
telegram-label: ΙΔΙΑΙΤΕΡΟΝ ΤΗΛΕΓΡΑΦΗΜΑ ΤΟΥ ,,ΣΚΡΙΠ,, ΑΠ' ΕΥΘΕΙΑΣ	[409, 865, 626, 890]
plate-line: HILLRINGHAUS & HEILMANN	[1217, 1519, 1348, 1529]
article-text: διὰ τῶν ὁποίων ἐν βαθεῖᾳ λύπῃ καὶ εὐγνωμοσύνῃ ἐκφράζομεν εἰς τοὺς καταναλωτὰς θέρμην.	[1135, 162, 1430, 188]
warning-line: εἰς τὴν	[1372, 1511, 1405, 1522]
warning-line: Ὑγείαν	[1371, 1525, 1405, 1536]
headline-foros: ΦΟΡΟΣ ΟΙΚΟΔΟΜΩΝ 1903	[1187, 518, 1378, 534]
ad-left-label: ΑΠΟΣΤΕΛΛΟΝΤΑΙ	[1145, 932, 1227, 943]
article-text: ΒΟΥΚΟΥΡΕΣΤΙΟΝ, 8 Ἰουνίου. (Δι' ἐμμέσου ὁδοῦ). Ἡ Ρουμανικὴ Κυβέρνησις ἐξέφρασε τὴν ἀπορίαν της διότι ὁ βασιλεὺς Κάρολος δὲν ἐπεσκέφθη τὴν Σερβίαν.	[645, 873, 880, 948]
signature: Δ. ΧΑΤΖΟΠΟΥΛΟΣ	[469, 989, 566, 1001]
subheadline: ΤΩΝ ΑΙΝΕΛΑΙΩΝ	[911, 510, 1104, 535]
subheadline: ΤΩΝ ΙΤΑΛΩΝ ΑΛΒΑΝΩΝ	[208, 616, 347, 628]
headline-dontia: ΔΟΝΤΙΑ ΞΕΝΑ	[702, 1220, 823, 1239]
headline-aimatira: ΑΙΜΑΤΗΡΑ	[672, 220, 853, 252]
article-text: Ὁ κ. Λιακόπουλος ἐδάρη ὑπὸ τοῦ κ. Κωνσταντοπούλου, ἐπενέβη δὲ ἡ ἀστυνομία ἡ ὁποία συνέλαβε ἀμφοτέρους καὶ ὡδήγησεν εἰς τὸ τμῆμα.	[165, 1097, 390, 1150]
for-sale-label: ΠΩΛΕΙΤΑΙ	[1238, 1616, 1327, 1635]
warning-line: Ἀποφεύγετε	[1361, 1445, 1416, 1456]
signature: Δ. ΧΑΤΖΟΠΟΥΛΟΣ	[714, 466, 811, 478]
headline-loutra: ΛΟΥΤΡΑ ΥΠΑΤΗΣ	[1143, 991, 1422, 1023]
article-text: Ὁ ἐγκριτος τῆς πόλεως μας Συφιλιδολόγος ὑφηγητὴς τοῦ Πανεπιστημίου, κ. Ἰωάννης Σ. Φαρανίτας πειραματισθεὶς ἐν τῇ κλινικῇ αὐτοῦ τὰ δισκία τῆς Γιοχυμπίνης Spiegel ἐβεβαίωσε τὰ θαυμάσια ἀποτελέσματα.	[1147, 1546, 1418, 1612]
